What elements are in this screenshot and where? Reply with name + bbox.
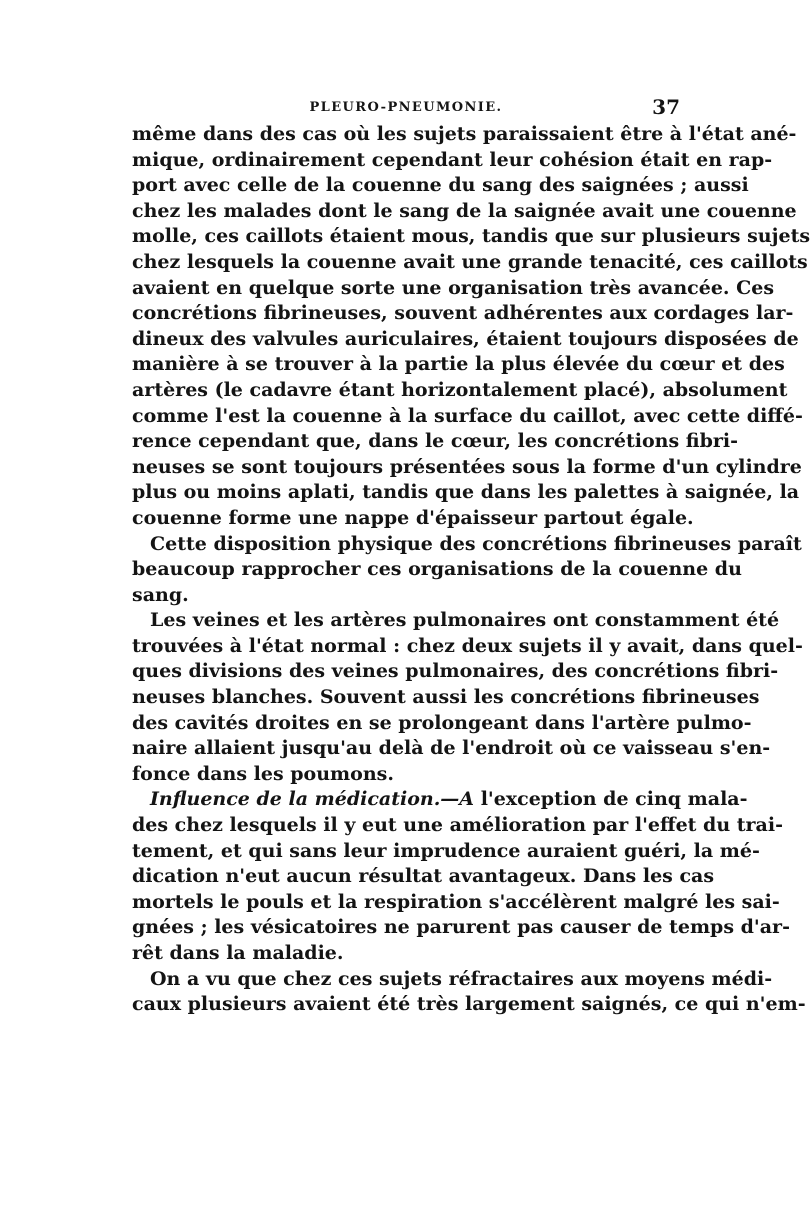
- text-line: couenne forme une nappe d'épaisseur partout égale.: [132, 506, 694, 529]
- text-line-rest: l'exception de cinq mala-: [480, 788, 748, 811]
- text-line: même dans des cas où les sujets paraissaient être à l'état ané-: [132, 123, 797, 145]
- running-title: PLEURO-PNEUMONIE.: [309, 100, 503, 115]
- text-line: naire allaient jusqu'au delà de l'endroit où ce vaisseau s'en-: [132, 737, 771, 760]
- running-head: [132, 95, 680, 120]
- text-line: port avec celle de la couenne du sang des saignées ; aussi: [132, 174, 749, 197]
- text-line: artères (le cadavre étant horizontalement placé), absolument: [132, 378, 788, 401]
- text-line: molle, ces caillots étaient mous, tandis que sur plusieurs sujets: [132, 225, 810, 248]
- text-line: sang.: [132, 583, 189, 606]
- text-line: Cette disposition physique des concrétions fibrineuses paraît: [150, 532, 802, 555]
- text-line: des chez lesquels il y eut une amélioration par l'effet du trai-: [132, 814, 783, 837]
- text-line: rêt dans la maladie.: [132, 942, 344, 964]
- text-line: neuses blanches. Souvent aussi les concrétions fibrineuses: [132, 686, 760, 709]
- text-line: plus ou moins aplati, tandis que dans les palettes à saignée, la: [132, 481, 800, 504]
- text-line: caux plusieurs avaient été très largement saignés, ce qui n'em-: [132, 993, 806, 1016]
- text-line: mortels le pouls et la respiration s'accélèrent malgré les sai-: [132, 890, 780, 913]
- text-line: chez lesquels la couenne avait une grande tenacité, ces caillots: [132, 250, 808, 273]
- section-heading: Influence de la médication.—A: [150, 788, 475, 811]
- text-line: On a vu que chez ces sujets réfractaires aux moyens médi-: [150, 967, 773, 990]
- text-line: dineux des valvules auriculaires, étaient toujours disposées de: [132, 327, 799, 350]
- text-line: Les veines et les artères pulmonaires ont constamment été: [150, 609, 780, 632]
- text-line: trouvées à l'état normal : chez deux sujets il y avait, dans quel-: [132, 634, 803, 657]
- text-line-with-heading: [132, 787, 748, 813]
- text-line: manière à se trouver à la partie la plus élevée du cœur et des: [132, 353, 785, 376]
- page-body-text: [132, 122, 810, 1018]
- text-line: tement, et qui sans leur imprudence auraient guéri, la mé-: [132, 839, 760, 862]
- text-line: des cavités droites en se prolongeant dans l'artère pulmo-: [132, 711, 752, 734]
- text-line: avaient en quelque sorte une organisation très avancée. Ces: [132, 276, 775, 299]
- text-line: rence cependant que, dans le cœur, les concrétions fibri-: [132, 430, 739, 453]
- text-line: chez les malades dont le sang de la saignée avait une couenne: [132, 199, 797, 222]
- text-line: ques divisions des veines pulmonaires, des concrétions fibri-: [132, 660, 779, 683]
- text-line: beaucoup rapprocher ces organisations de la couenne du: [132, 558, 742, 581]
- page-number: 37: [652, 95, 680, 119]
- text-line: fonce dans les poumons.: [132, 762, 394, 785]
- text-line: dication n'eut aucun résultat avantageux. Dans les cas: [132, 865, 715, 888]
- text-line: gnées ; les vésicatoires ne parurent pas causer de temps d'ar-: [132, 916, 790, 939]
- text-line: concrétions fibrineuses, souvent adhérentes aux cordages lar-: [132, 302, 794, 325]
- text-line: neuses se sont toujours présentées sous la forme d'un cylindre: [132, 455, 802, 478]
- text-line: mique, ordinairement cependant leur cohésion était en rap-: [132, 148, 773, 171]
- text-line: comme l'est la couenne à la surface du caillot, avec cette diffé-: [132, 404, 803, 427]
